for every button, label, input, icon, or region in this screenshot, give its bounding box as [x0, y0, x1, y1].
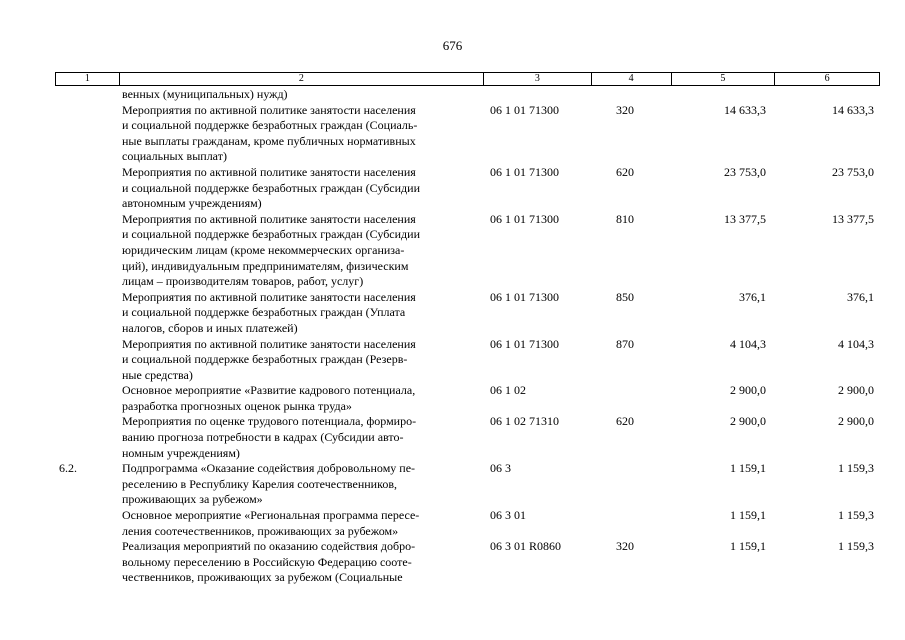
description-line: социальных выплат)	[122, 149, 227, 164]
table-row	[55, 87, 880, 103]
table-row	[55, 414, 880, 461]
description-line: ций), индивидуальным предпринимателям, физическим	[122, 258, 409, 273]
row-description	[119, 461, 484, 508]
description-line: ные средства)	[122, 367, 193, 382]
row-code: 06 3 01	[490, 508, 526, 523]
description-line: Подпрограмма «Оказание содействия добровольному пе-	[122, 461, 416, 476]
row-amount-1: 2 900,0	[730, 383, 766, 398]
row-description	[119, 383, 484, 414]
row-amount-1: 1 159,1	[730, 539, 766, 554]
row-number	[55, 508, 119, 539]
row-number: 6.2.	[59, 461, 77, 476]
description-line: автономным учреждениям)	[122, 196, 262, 211]
row-number	[55, 212, 119, 290]
description-line: ные выплаты гражданам, кроме публичных нормативных	[122, 133, 416, 148]
row-expense-type	[592, 383, 672, 414]
description-line: Основное мероприятие «Развитие кадрового потенциала,	[122, 383, 416, 398]
row-code: 06 1 01 71300	[490, 211, 559, 226]
row-code: 06 1 01 71300	[490, 289, 559, 304]
row-amount-2: 1 159,3	[838, 508, 874, 523]
row-amount-2	[776, 87, 880, 103]
header-cell-1: 1	[56, 73, 120, 85]
row-description	[119, 508, 484, 539]
row-number	[55, 383, 119, 414]
row-description	[119, 212, 484, 290]
description-line: и социальной поддержке безработных граждан (Резерв-	[122, 352, 408, 367]
row-amount-1: 14 633,3	[724, 102, 766, 117]
row-number	[55, 539, 119, 586]
description-line: чественников, проживающих за рубежом (Социальные	[122, 570, 403, 585]
row-code: 06 3 01 R0860	[490, 539, 562, 554]
row-amount-1: 2 900,0	[730, 414, 766, 429]
description-line: вольному переселению в Российскую Федерацию сооте-	[122, 554, 412, 569]
header-cell-4: 4	[592, 73, 672, 85]
row-code: 06 1 02 71310	[490, 414, 559, 429]
description-line: проживающих за рубежом»	[122, 492, 263, 507]
row-amount-1	[672, 87, 776, 103]
row-description	[119, 103, 484, 165]
description-line: Мероприятия по активной политике занятости населения	[122, 164, 416, 179]
row-expense-type: 620	[616, 164, 634, 179]
description-line: реселению в Республику Карелия соотечественников,	[122, 476, 397, 491]
row-code	[484, 87, 592, 103]
table-row	[55, 337, 880, 384]
row-amount-2: 2 900,0	[838, 383, 874, 398]
row-amount-1: 1 159,1	[730, 461, 766, 476]
row-description	[119, 165, 484, 212]
description-line: Мероприятия по активной политике занятости населения	[122, 289, 416, 304]
row-expense-type	[592, 461, 672, 508]
header-cell-6: 6	[824, 73, 830, 84]
row-expense-type	[592, 87, 672, 103]
description-line: Мероприятия по активной политике занятости населения	[122, 211, 416, 226]
row-amount-2: 1 159,3	[838, 539, 874, 554]
header-cell-2: 2	[120, 73, 484, 85]
description-line: ления соотечественников, проживающих за рубежом»	[122, 523, 399, 538]
row-amount-2: 4 104,3	[838, 336, 874, 351]
description-line: налогов, сборов и иных платежей)	[122, 320, 298, 335]
row-code: 06 3	[490, 461, 511, 476]
row-expense-type: 850	[616, 289, 634, 304]
row-amount-1: 13 377,5	[724, 211, 766, 226]
description-line: и социальной поддержке безработных граждан (Субсидии	[122, 227, 420, 242]
row-number	[55, 103, 119, 165]
row-number	[55, 290, 119, 337]
table-body	[55, 87, 880, 586]
description-line: ванию прогноза потребности в кадрах (Субсидии авто-	[122, 430, 404, 445]
description-line: и социальной поддержке безработных граждан (Субсидии	[122, 180, 420, 195]
row-code: 06 1 02	[490, 383, 526, 398]
row-description	[119, 337, 484, 384]
row-amount-2: 23 753,0	[832, 164, 874, 179]
table-row	[55, 508, 880, 539]
row-expense-type: 870	[616, 336, 634, 351]
description-line: Мероприятия по активной политике занятости населения	[122, 102, 416, 117]
table-row	[55, 383, 880, 414]
row-code: 06 1 01 71300	[490, 102, 559, 117]
table-row	[55, 461, 880, 508]
table-row	[55, 539, 880, 586]
row-description	[119, 414, 484, 461]
row-description	[119, 87, 484, 103]
row-amount-1: 4 104,3	[730, 336, 766, 351]
description-line: Мероприятия по оценке трудового потенциала, формиро-	[122, 414, 417, 429]
description-line: Мероприятия по активной политике занятости населения	[122, 336, 416, 351]
row-description	[119, 539, 484, 586]
row-number	[55, 337, 119, 384]
description-line: и социальной поддержке безработных граждан (Социаль-	[122, 118, 418, 133]
table-row	[55, 290, 880, 337]
row-number	[55, 414, 119, 461]
table-row	[55, 212, 880, 290]
description-line: лицам – производителям товаров, работ, услуг)	[122, 274, 364, 289]
description-line: номным учреждениям)	[122, 445, 240, 460]
row-amount-2: 14 633,3	[832, 102, 874, 117]
row-code: 06 1 01 71300	[490, 336, 559, 351]
header-cell-5: 5	[672, 73, 776, 85]
table-row	[55, 103, 880, 165]
row-amount-2: 2 900,0	[838, 414, 874, 429]
row-amount-1: 1 159,1	[730, 508, 766, 523]
description-line: юридическим лицам (кроме некоммерческих организа-	[122, 242, 405, 257]
row-amount-1: 376,1	[739, 289, 766, 304]
table-header	[55, 72, 880, 86]
row-amount-2: 1 159,3	[838, 461, 874, 476]
row-number	[55, 87, 119, 103]
row-code: 06 1 01 71300	[490, 164, 559, 179]
description-line: Основное мероприятие «Региональная программа пересе-	[122, 508, 420, 523]
row-amount-2: 376,1	[847, 289, 874, 304]
row-expense-type: 620	[616, 414, 634, 429]
row-expense-type: 320	[616, 539, 634, 554]
description-line: Реализация мероприятий по оказанию содействия добро-	[122, 539, 416, 554]
description-line: венных (муниципальных) нужд)	[122, 87, 288, 101]
header-cell-3: 3	[484, 73, 592, 85]
row-expense-type: 810	[616, 211, 634, 226]
description-line: разработка прогнозных оценок рынка труда»	[122, 398, 352, 413]
row-number	[55, 165, 119, 212]
row-expense-type	[592, 508, 672, 539]
table-row	[55, 165, 880, 212]
row-expense-type: 320	[616, 102, 634, 117]
page-number: 676	[442, 38, 463, 53]
row-amount-2: 13 377,5	[832, 211, 874, 226]
row-amount-1: 23 753,0	[724, 164, 766, 179]
row-description	[119, 290, 484, 337]
description-line: и социальной поддержке безработных граждан (Уплата	[122, 305, 406, 320]
